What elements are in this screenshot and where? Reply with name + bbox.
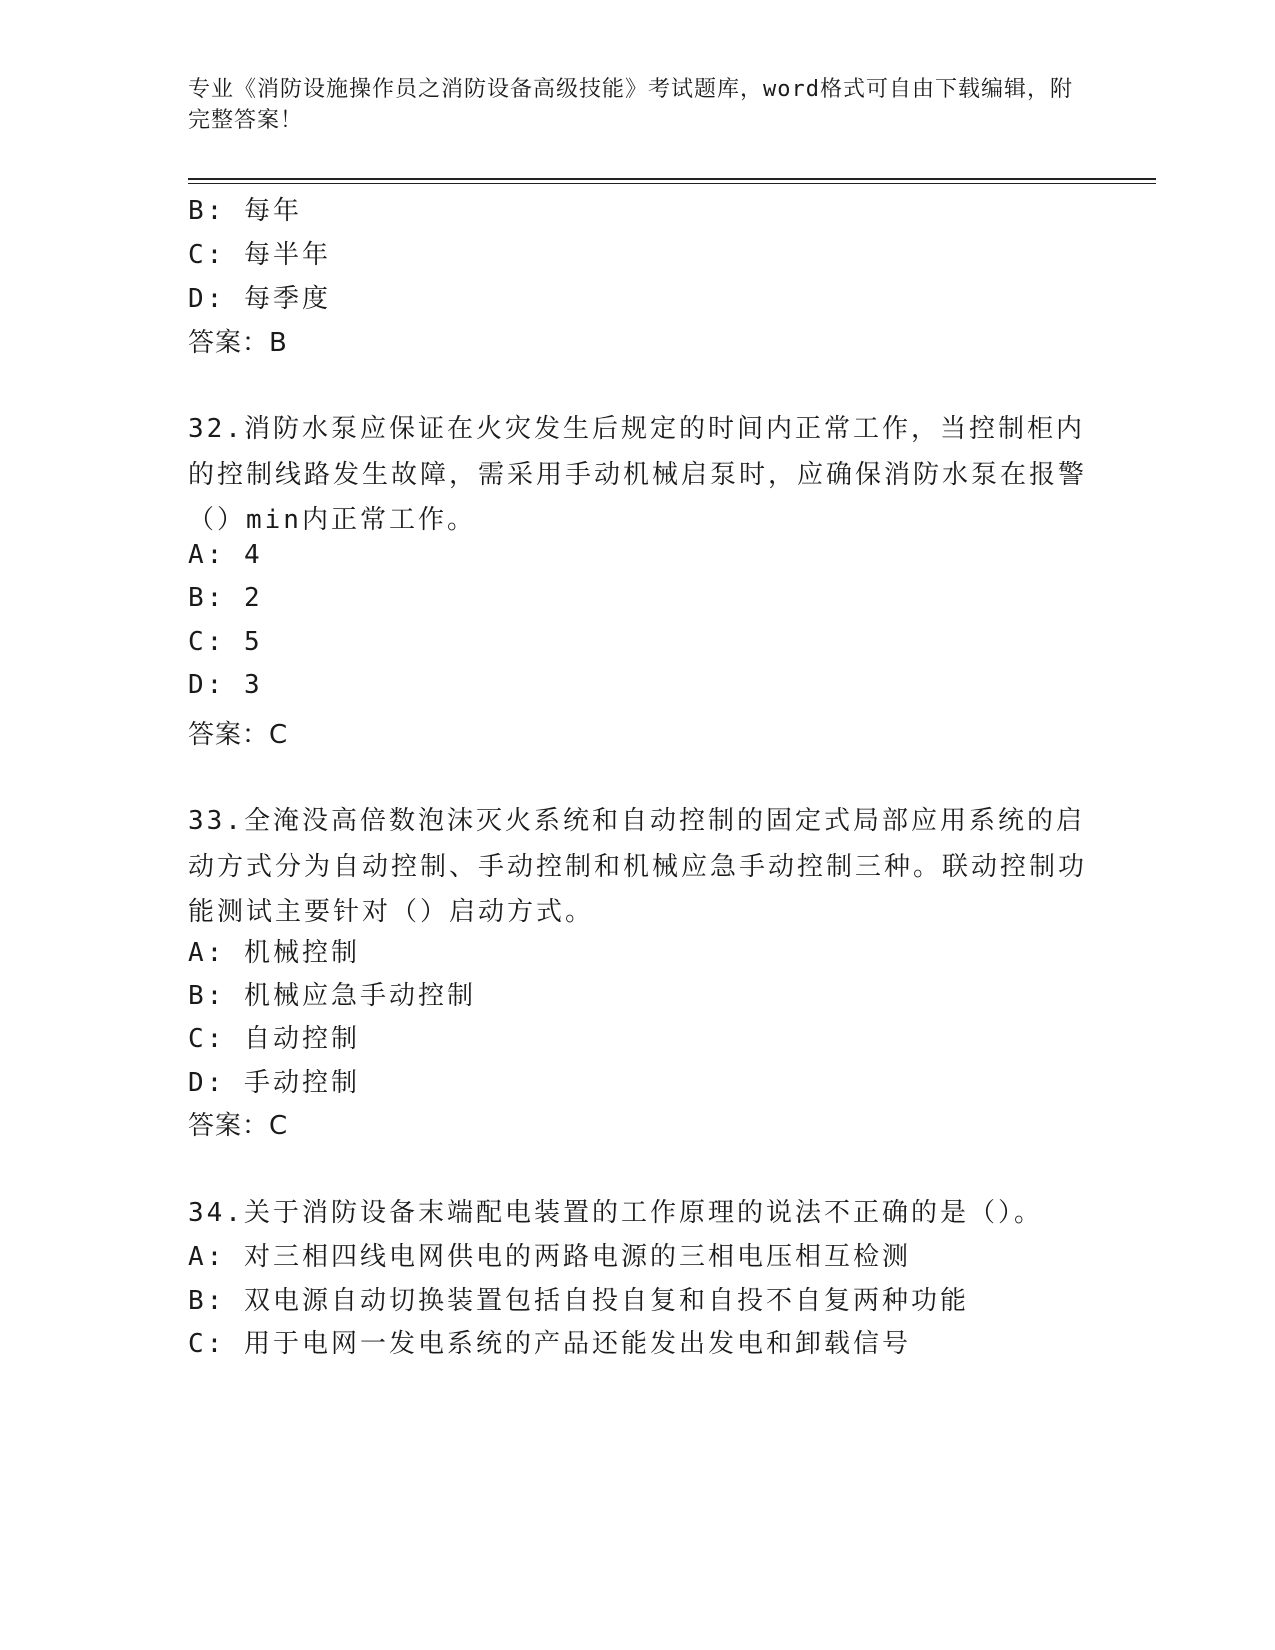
option-text: 机械应急手动控制 bbox=[243, 981, 476, 1011]
answer-line: 答案：C bbox=[188, 720, 289, 750]
option-row bbox=[188, 583, 263, 613]
header-divider bbox=[188, 178, 1156, 180]
option-letter: D: bbox=[188, 670, 226, 700]
option-text: 每年 bbox=[243, 196, 302, 226]
option-letter: A: bbox=[188, 1242, 226, 1272]
option-letter: C: bbox=[188, 1024, 226, 1054]
answer-line: 答案：C bbox=[188, 1111, 289, 1141]
option-letter: B: bbox=[188, 981, 226, 1011]
document-header: 专业《消防设施操作员之消防设备高级技能》考试题库，word格式可自由下载编辑，附完整答案！ bbox=[188, 77, 1073, 133]
option-row bbox=[188, 1323, 911, 1360]
option-letter: D: bbox=[188, 1068, 226, 1098]
option-text: 自动控制 bbox=[243, 1024, 360, 1054]
question-number: 32. bbox=[188, 414, 244, 444]
option-row bbox=[188, 540, 263, 570]
option-letter: B: bbox=[188, 196, 226, 226]
option-letter: C: bbox=[188, 627, 226, 657]
option-letter: B: bbox=[188, 583, 226, 613]
option-text: 双电源自动切换装置包括自投自复和自投不自复两种功能 bbox=[243, 1286, 969, 1316]
option-row bbox=[188, 278, 331, 315]
option-text: 机械控制 bbox=[243, 938, 360, 968]
option-row bbox=[188, 1062, 360, 1099]
question-text: 全淹没高倍数泡沫灭火系统和自动控制的固定式局部应用系统的启动方式分为自动控制、手动控制和机械应急手动控制三种。联动控制功能测试主要针对（）启动方式。 bbox=[188, 806, 1088, 927]
question-number: 34. bbox=[188, 1198, 244, 1228]
option-row bbox=[188, 1018, 360, 1055]
question-text: 关于消防设备末端配电装置的工作原理的说法不正确的是（）。 bbox=[243, 1198, 1043, 1228]
option-letter: C: bbox=[188, 1329, 226, 1359]
option-text: 用于电网一发电系统的产品还能发出发电和卸载信号 bbox=[243, 1329, 911, 1359]
option-text: 2 bbox=[243, 583, 263, 613]
option-row bbox=[188, 975, 476, 1012]
option-row bbox=[188, 234, 331, 271]
header-divider-thin bbox=[188, 183, 1156, 184]
option-row bbox=[188, 932, 360, 969]
option-text: 4 bbox=[243, 540, 263, 570]
option-letter: D: bbox=[188, 284, 226, 314]
option-row bbox=[188, 670, 263, 700]
question-stem bbox=[188, 1191, 1088, 1237]
option-text: 对三相四线电网供电的两路电源的三相电压相互检测 bbox=[243, 1242, 911, 1272]
question-stem bbox=[188, 799, 1088, 936]
option-row bbox=[188, 1236, 911, 1273]
option-row bbox=[188, 627, 263, 657]
option-text: 每半年 bbox=[243, 240, 331, 270]
option-text: 3 bbox=[243, 670, 263, 700]
option-letter: C: bbox=[188, 240, 226, 270]
option-text: 每季度 bbox=[243, 284, 331, 314]
question-number: 33. bbox=[188, 806, 244, 836]
question-stem bbox=[188, 407, 1088, 544]
option-text: 手动控制 bbox=[243, 1068, 360, 1098]
option-row bbox=[188, 190, 302, 227]
answer-line: 答案：B bbox=[188, 328, 288, 358]
option-row bbox=[188, 1280, 969, 1317]
option-text: 5 bbox=[243, 627, 263, 657]
option-letter: A: bbox=[188, 938, 226, 968]
option-letter: B: bbox=[188, 1286, 226, 1316]
question-text: 消防水泵应保证在火灾发生后规定的时间内正常工作，当控制柜内的控制线路发生故障，需采用手动机械启泵时，应确保消防水泵在报警（）min内正常工作。 bbox=[188, 414, 1088, 535]
option-letter: A: bbox=[188, 540, 226, 570]
